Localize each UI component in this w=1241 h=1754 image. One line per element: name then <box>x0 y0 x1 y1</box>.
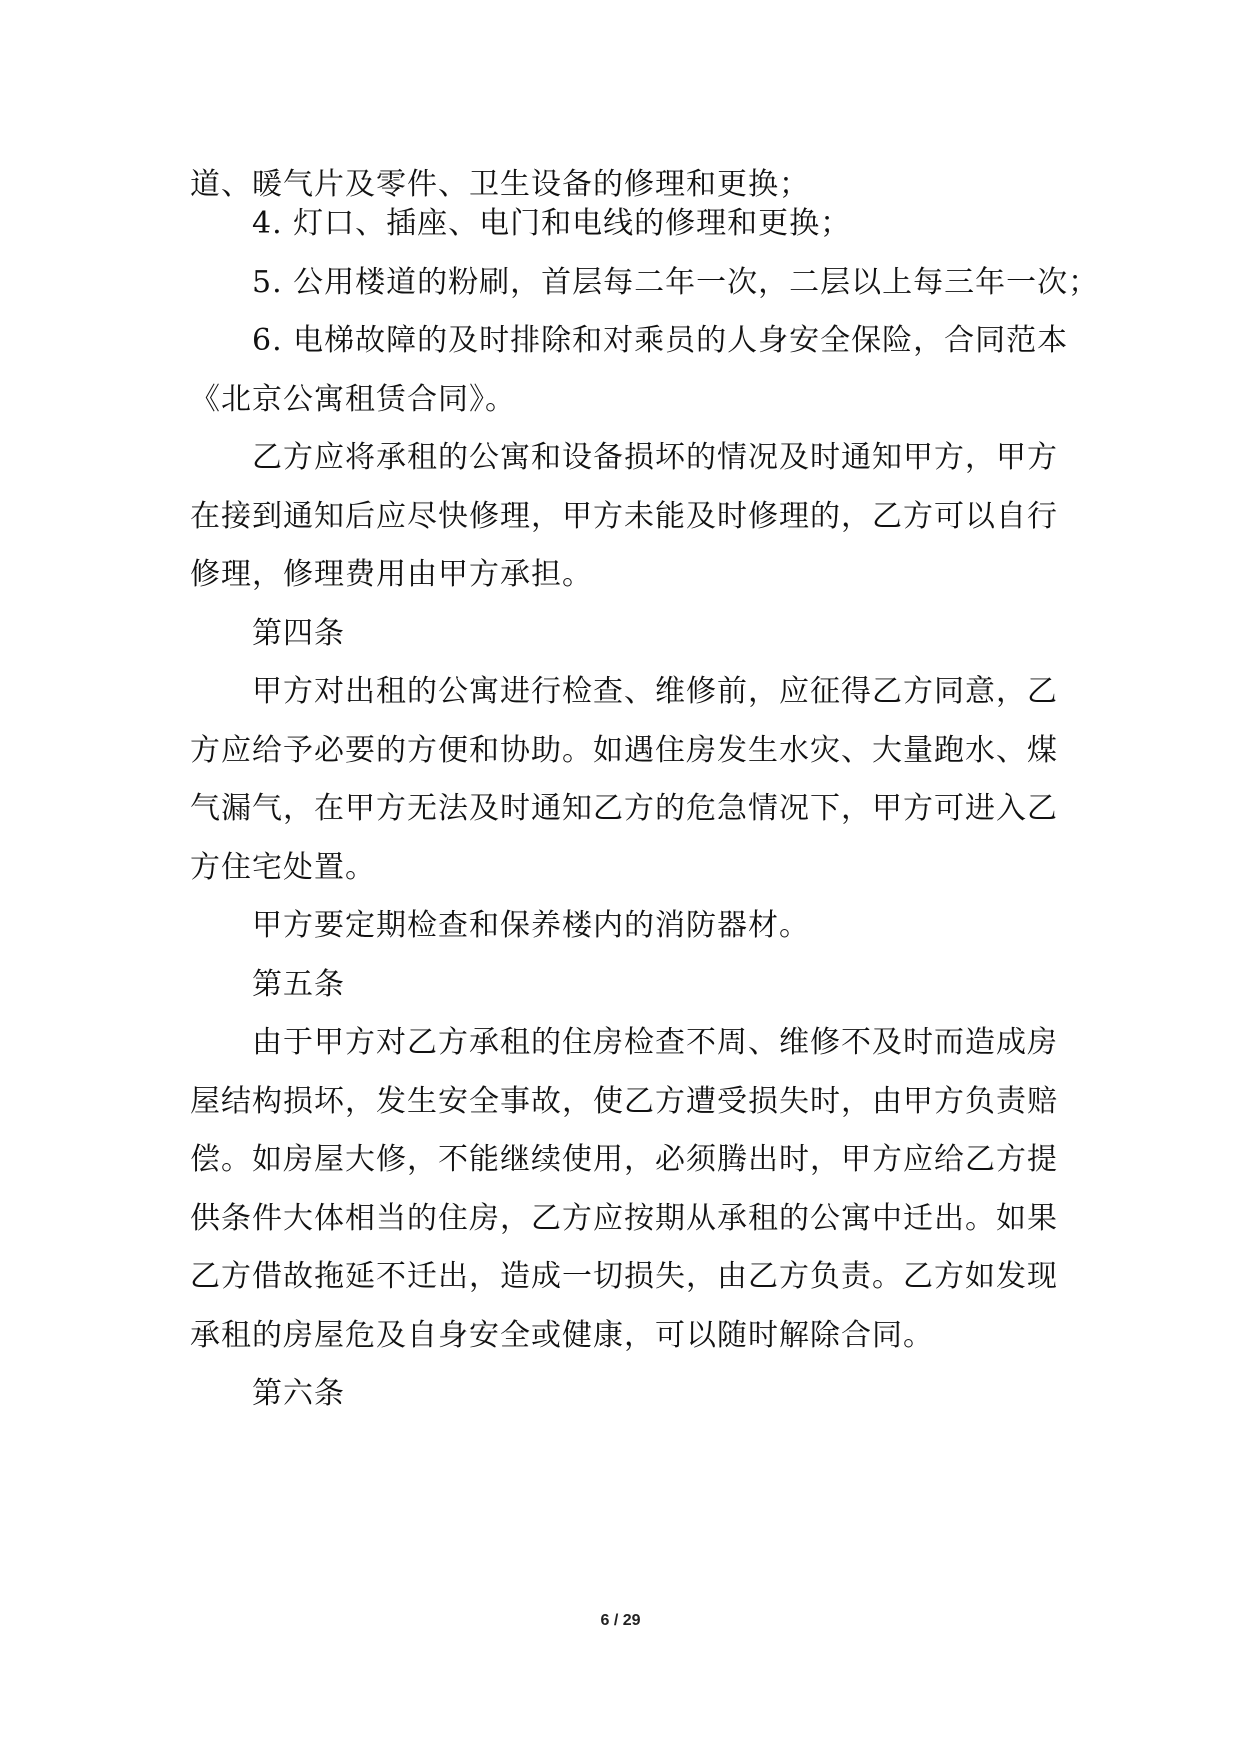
text-line: 在接到通知后应尽快修理，甲方未能及时修理的，乙方可以自行 <box>190 499 1058 534</box>
text-line: 偿。如房屋大修，不能继续使用，必须腾出时，甲方应给乙方提 <box>190 1142 1058 1177</box>
section-heading: 第五条 <box>252 967 345 1002</box>
text-line: 《北京公寓租赁合同》。 <box>190 382 516 417</box>
text-line: 甲方要定期检查和保养楼内的消防器材。 <box>252 908 810 943</box>
text-line: 承租的房屋危及自身安全或健康，可以随时解除合同。 <box>190 1318 934 1353</box>
text-line: 屋结构损坏，发生安全事故，使乙方遭受损失时，由甲方负责赔 <box>190 1084 1058 1119</box>
text-line: 乙方应将承租的公寓和设备损坏的情况及时通知甲方，甲方 <box>252 440 1058 475</box>
text-line: 修理，修理费用由甲方承担。 <box>190 557 593 592</box>
text-line: 由于甲方对乙方承租的住房检查不周、维修不及时而造成房 <box>252 1025 1058 1060</box>
text-line: 6. 电梯故障的及时排除和对乘员的人身安全保险，合同范本 <box>252 323 1069 358</box>
page-number: 6 / 29 <box>600 1612 641 1629</box>
text-line: 气漏气，在甲方无法及时通知乙方的危急情况下，甲方可进入乙 <box>190 791 1058 826</box>
text-line: 方应给予必要的方便和协助。如遇住房发生水灾、大量跑水、煤 <box>190 733 1058 768</box>
section-heading: 第六条 <box>252 1376 345 1411</box>
text-line: 乙方借故拖延不迁出，造成一切损失，由乙方负责。乙方如发现 <box>190 1259 1058 1294</box>
text-line: 5. 公用楼道的粉刷，首层每二年一次，二层以上每三年一次； <box>252 265 1100 300</box>
text-line: 甲方对出租的公寓进行检查、维修前，应征得乙方同意，乙 <box>252 674 1058 709</box>
text-line: 4. 灯口、插座、电门和电线的修理和更换； <box>252 206 852 241</box>
text-line: 供条件大体相当的住房，乙方应按期从承租的公寓中迁出。如果 <box>190 1201 1058 1236</box>
section-heading: 第四条 <box>252 616 345 651</box>
text-line: 方住宅处置。 <box>190 850 376 885</box>
text-line: 道、暖气片及零件、卫生设备的修理和更换； <box>190 167 810 202</box>
